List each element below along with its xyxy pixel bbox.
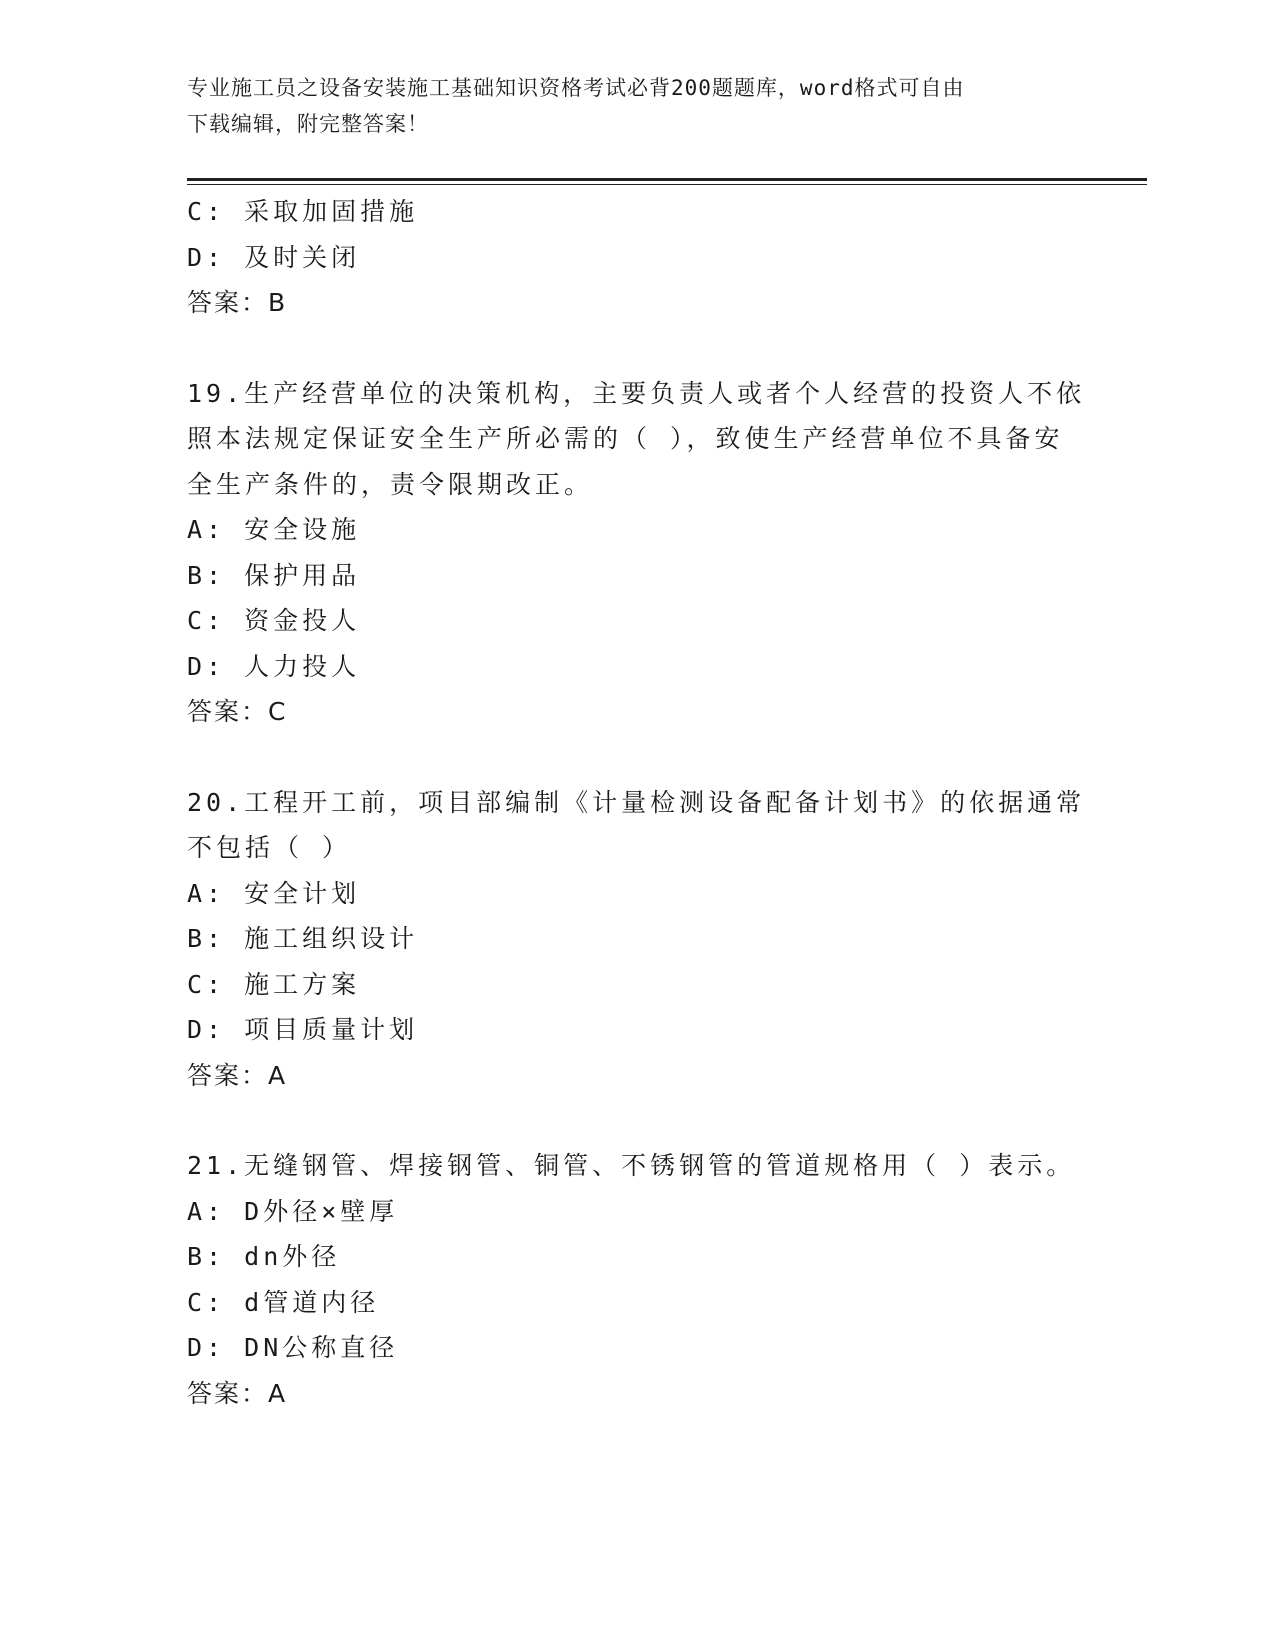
- answer-line: 答案：A: [187, 1060, 288, 1090]
- question-stem-line: 19.生产经营单位的决策机构，主要负责人或者个人经营的投资人不依: [187, 378, 1086, 408]
- question-20: [187, 780, 1087, 1099]
- option-d: D: 及时关闭: [187, 242, 361, 272]
- option-b: B: dn外径: [187, 1242, 341, 1271]
- answer-line: 答案：A: [187, 1378, 288, 1408]
- header-divider-thick: [187, 178, 1147, 181]
- question-21: [187, 1143, 1087, 1416]
- question-19: [187, 371, 1087, 735]
- option-c: C: 资金投人: [187, 606, 361, 635]
- question-stem-line: 20.工程开工前，项目部编制《计量检测设备配备计划书》的依据通常: [187, 787, 1086, 817]
- option-a: A: 安全设施: [187, 515, 361, 544]
- document-header: [187, 70, 1087, 142]
- question-stem-line: 照本法规定保证安全生产所必需的（ ），致使生产经营单位不具备安: [187, 424, 1064, 453]
- question-stem-line: 全生产条件的，责令限期改正。: [187, 469, 594, 499]
- option-c: C: d管道内径: [187, 1287, 380, 1317]
- option-b: B: 施工组织设计: [187, 924, 419, 953]
- option-c: C: 施工方案: [187, 969, 361, 999]
- continued-question: [187, 189, 1087, 326]
- option-c: C: 采取加固措施: [187, 197, 419, 226]
- header-divider-thin: [187, 184, 1147, 185]
- answer-line: 答案：C: [187, 697, 288, 726]
- spacer: [187, 1098, 1087, 1143]
- spacer: [187, 326, 1087, 371]
- question-stem-line: 不包括（ ）: [187, 833, 352, 862]
- answer-line: 答案：B: [187, 288, 288, 317]
- option-d: D: 人力投人: [187, 651, 361, 681]
- spacer: [187, 735, 1087, 780]
- option-d: D: DN公称直径: [187, 1333, 399, 1362]
- header-line-1: 专业施工员之设备安装施工基础知识资格考试必背200题题库，word格式可自由: [187, 76, 965, 100]
- document-body: [187, 189, 1087, 1416]
- option-a: A: D外径×壁厚: [187, 1196, 399, 1226]
- header-line-2: 下载编辑，附完整答案！: [187, 112, 429, 136]
- option-a: A: 安全计划: [187, 878, 361, 908]
- option-d: D: 项目质量计划: [187, 1015, 419, 1044]
- option-b: B: 保护用品: [187, 560, 361, 590]
- question-stem-line: 21.无缝钢管、焊接钢管、铜管、不锈钢管的管道规格用（ ）表示。: [187, 1151, 1076, 1180]
